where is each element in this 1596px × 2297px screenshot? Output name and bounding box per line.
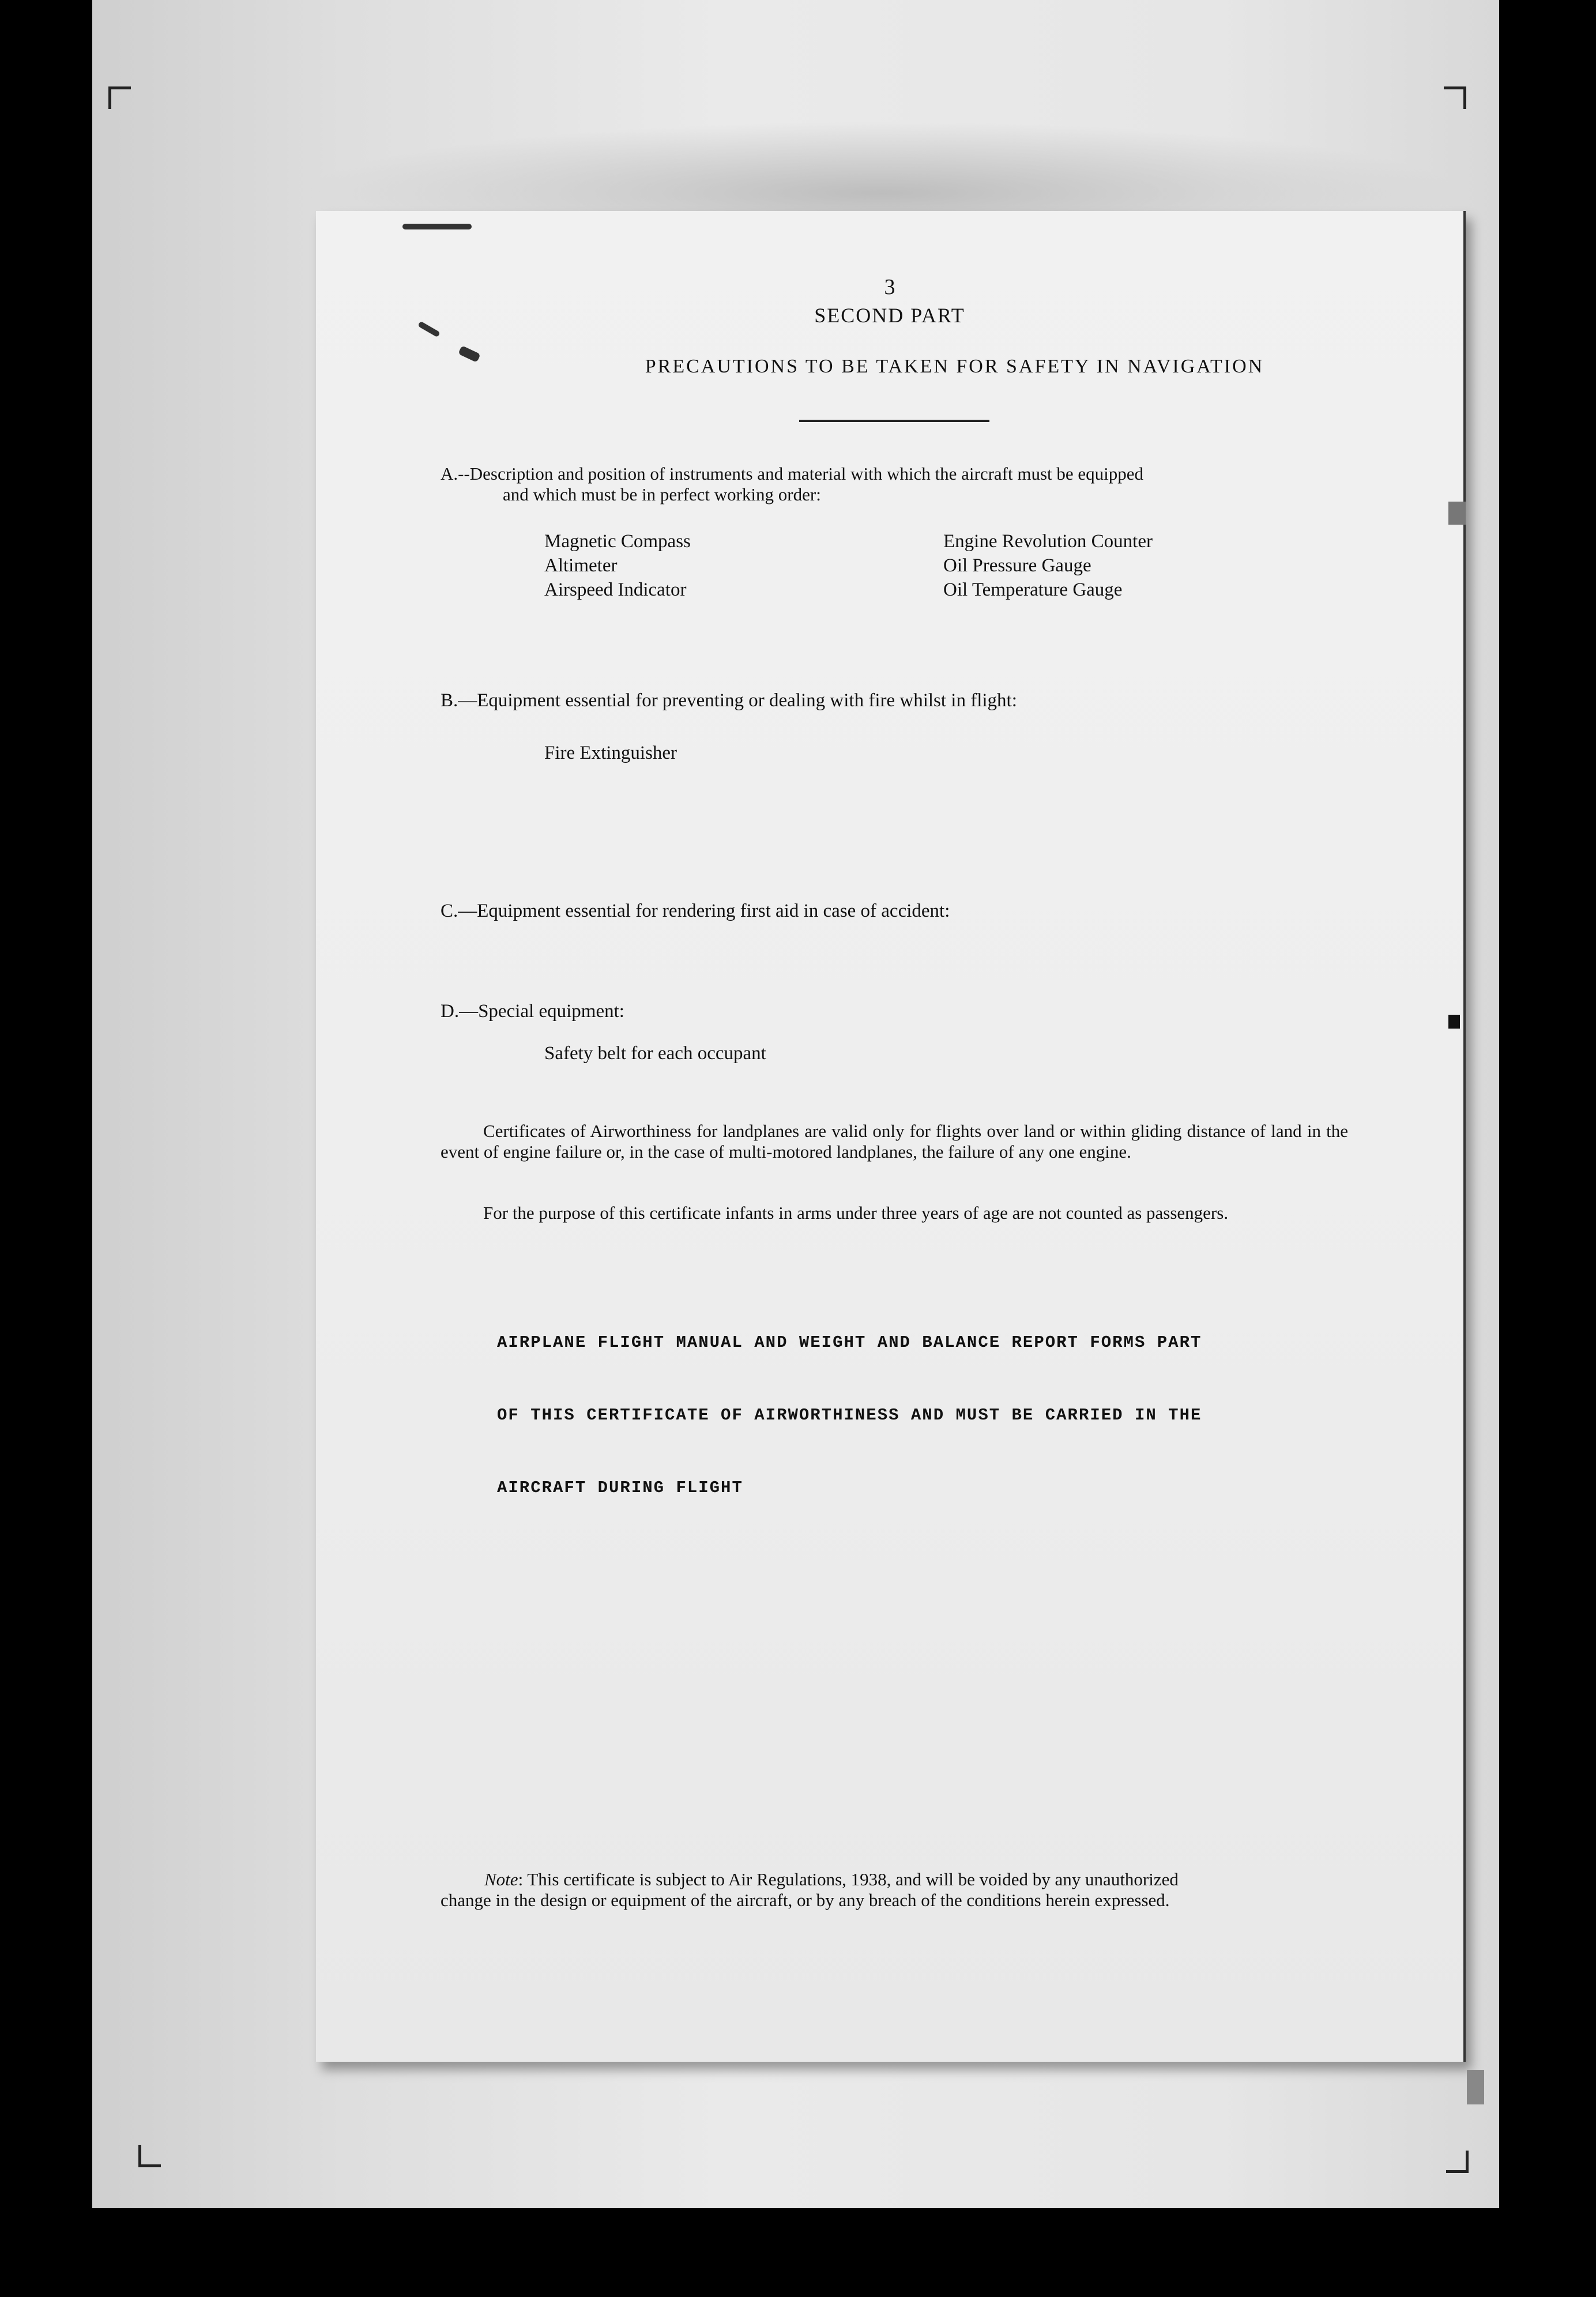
page-title: PRECAUTIONS TO BE TAKEN FOR SAFETY IN NAVIGATION xyxy=(645,356,1264,377)
title-divider xyxy=(799,420,989,422)
instrument-item: Oil Temperature Gauge xyxy=(943,579,1123,600)
corner-mark-top-right xyxy=(1444,86,1466,109)
note-line2: change in the design or equipment of the aircraft, or by any breach of the conditions herein expressed. xyxy=(441,1890,1170,1910)
staple-mark xyxy=(402,224,472,229)
special-equipment-item: Safety belt for each occupant xyxy=(544,1043,766,1064)
instrument-item: Airspeed Indicator xyxy=(544,579,687,600)
corner-mark-bottom-right xyxy=(1446,2151,1469,2173)
edge-mark xyxy=(1448,1015,1460,1029)
note-label: Note xyxy=(484,1869,518,1889)
typed-notice-line: OF THIS CERTIFICATE OF AIRWORTHINESS AND MUST BE CARRIED IN THE xyxy=(497,1406,1202,1425)
instrument-item: Engine Revolution Counter xyxy=(943,531,1153,552)
section-c-heading: C.—Equipment essential for rendering first aid in case of accident: xyxy=(441,901,950,921)
typed-notice xyxy=(497,1282,1202,1549)
edge-mark xyxy=(1467,2070,1484,2104)
section-a-heading xyxy=(441,464,1478,505)
note-text: : This certificate is subject to Air Regulations, 1938, and will be voided by any unauthorized xyxy=(518,1869,1179,1889)
section-a-heading-line1: A.--Description and position of instruments and material with which the aircraft must be equipped xyxy=(441,464,1144,484)
corner-mark-top-left xyxy=(108,86,131,109)
page-number: 3 xyxy=(884,275,895,299)
instrument-item: Altimeter xyxy=(544,555,618,576)
typed-notice-line: AIRCRAFT DURING FLIGHT xyxy=(497,1478,743,1497)
note-paragraph xyxy=(441,1869,1357,1911)
part-title: SECOND PART xyxy=(814,304,965,327)
section-a-heading-line2: and which must be in perfect working order: xyxy=(503,484,821,504)
typed-notice-line: AIRPLANE FLIGHT MANUAL AND WEIGHT AND BALANCE REPORT FORMS PART xyxy=(497,1333,1202,1352)
instrument-item: Oil Pressure Gauge xyxy=(943,555,1091,576)
instrument-item: Magnetic Compass xyxy=(544,531,691,552)
section-b-heading: B.—Equipment essential for preventing or dealing with fire whilst in flight: xyxy=(441,690,1017,711)
document-page xyxy=(316,211,1466,2062)
airworthiness-paragraph: Certificates of Airworthiness for landplanes are valid only for flights over land or within gliding distance of land in the event of engine failure or, in the case of multi-motored landplanes, the failure of any one engine. xyxy=(441,1121,1348,1162)
corner-mark-bottom-left xyxy=(138,2145,161,2167)
edge-mark xyxy=(1448,502,1466,525)
note-line1 xyxy=(441,1869,1357,1890)
infants-paragraph: For the purpose of this certificate infants in arms under three years of age are not counted as passengers. xyxy=(483,1203,1229,1223)
fire-equipment-item: Fire Extinguisher xyxy=(544,743,677,763)
section-d-heading: D.—Special equipment: xyxy=(441,1001,624,1022)
